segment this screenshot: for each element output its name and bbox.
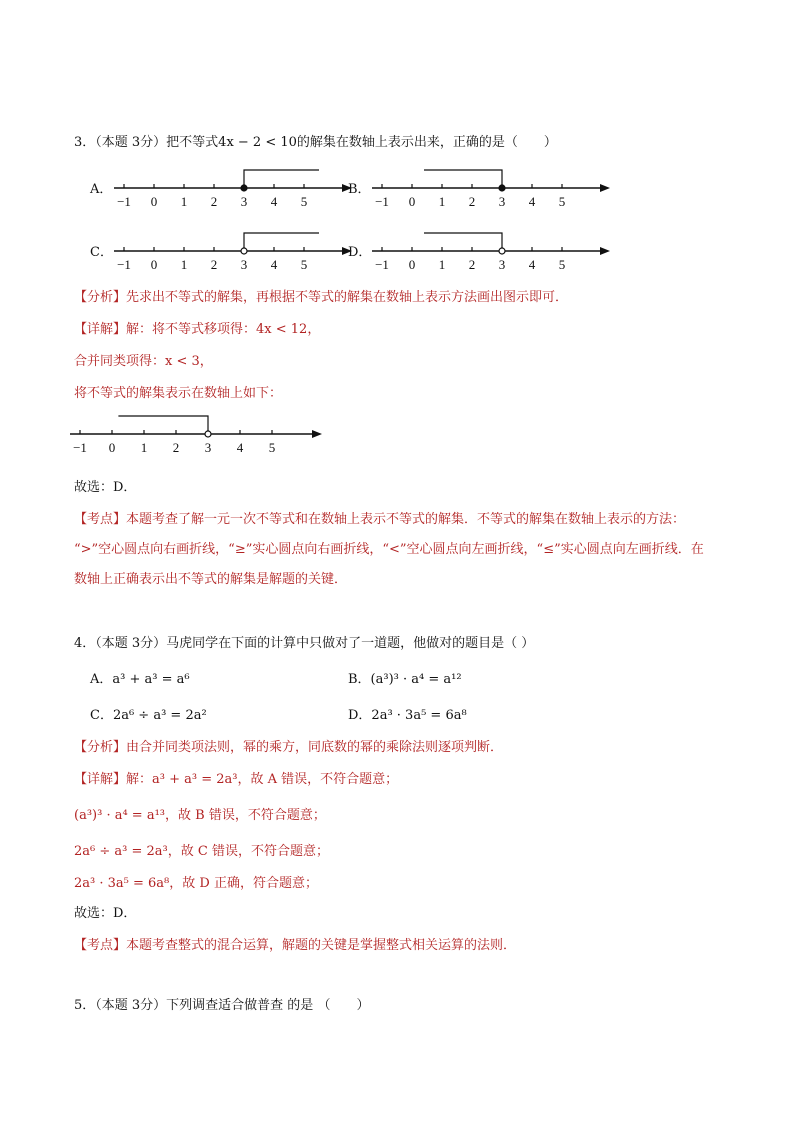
axis-tick-label: −1 — [73, 440, 87, 455]
q4-detail-line2: (a³)³ · a⁴ = a¹³，故 B 错误，不符合题意； — [74, 808, 326, 823]
axis-tick-label: 5 — [558, 194, 566, 209]
axis-tick-label: 4 — [270, 257, 278, 272]
axis-tick-label: 5 — [300, 257, 308, 272]
number-line-b — [368, 160, 598, 216]
axis-tick-label: 1 — [180, 257, 188, 272]
solution-polyline — [424, 233, 502, 251]
axis-arrow — [600, 184, 610, 192]
q4-detail-line1: 解：a³ + a³ = 2a³，故 A 错误，不符合题意； — [126, 772, 399, 787]
q3-question: 3．（本题 3分）把不等式4x − 2 < 10的解集在数轴上表示出来，正确的是（ ） — [74, 135, 557, 150]
q3-detail-tag: 【详解】 — [74, 322, 127, 337]
axis-tick-label: 1 — [438, 257, 446, 272]
axis-tick-label: 0 — [150, 194, 158, 209]
axis-tick-label: 3 — [498, 257, 506, 272]
axis-tick-label: 4 — [528, 257, 536, 272]
axis-tick-label: 3 — [498, 194, 506, 209]
solution-polyline — [424, 170, 502, 188]
q4-analysis-tag: 【分析】 — [74, 740, 127, 755]
axis-tick-label: 1 — [438, 194, 446, 209]
q3-point-line3: 数轴上正确表示出不等式的解集是解题的关键． — [74, 572, 348, 587]
open-point — [241, 248, 247, 254]
axis-tick-label: 5 — [558, 257, 566, 272]
q3-detail-line1: 解：将不等式移项得：4x < 12， — [126, 322, 321, 337]
axis-tick-label: 3 — [204, 440, 212, 455]
q3-point-line1: 本题考查了解一元一次不等式和在数轴上表示不等式的解集．不等式的解集在数轴上表示的方法： — [126, 512, 686, 527]
axis-tick-label: −1 — [117, 257, 131, 272]
axis-tick-label: −1 — [117, 194, 131, 209]
solution-polyline — [244, 233, 319, 251]
solution-polyline — [118, 416, 208, 434]
axis-tick-label: 1 — [180, 194, 188, 209]
q4-option-b: B．(a³)³ · a⁴ = a¹² — [348, 672, 462, 687]
axis-tick-label: −1 — [375, 194, 389, 209]
q3-option-b-label: B． — [348, 182, 371, 197]
axis-tick-label: 3 — [240, 257, 248, 272]
q3-option-a-label: A． — [90, 182, 113, 197]
axis-tick-label: 0 — [408, 194, 416, 209]
q4-option-a: A．a³ + a³ = a⁶ — [90, 672, 190, 687]
axis-tick-label: 2 — [468, 257, 476, 272]
solution-polyline — [244, 170, 319, 188]
axis-tick-label: 0 — [150, 257, 158, 272]
q5-question: 5．（本题 3分）下列调查适合做普查 的是 （ ） — [74, 998, 370, 1013]
q4-option-d: D．2a³ · 3a⁵ = 6a⁸ — [348, 708, 467, 723]
number-line-c — [110, 223, 330, 279]
axis-tick-label: 0 — [108, 440, 116, 455]
q3-option-d-label: D． — [348, 245, 372, 260]
closed-point — [499, 185, 505, 191]
open-point — [499, 248, 505, 254]
axis-tick-label: 2 — [210, 194, 218, 209]
axis-tick-label: 5 — [300, 194, 308, 209]
q4-option-c: C．2a⁶ ÷ a³ = 2a² — [90, 708, 207, 723]
axis-arrow — [600, 247, 610, 255]
q3-answer: 故选：D． — [74, 480, 137, 495]
q3-detail-line2: 合并同类项得：x < 3， — [74, 354, 213, 369]
q3-analysis-text: 先求出不等式的解集，再根据不等式的解集在数轴上表示方法画出图示即可． — [126, 290, 569, 305]
q4-detail-line3: 2a⁶ ÷ a³ = 2a³，故 C 错误，不符合题意； — [74, 844, 329, 859]
axis-tick-label: 4 — [270, 194, 278, 209]
q4-question: 4．（本题 3分）马虎同学在下面的计算中只做对了一道题，他做对的题目是（ ） — [74, 636, 535, 651]
number-line-solution — [70, 406, 310, 462]
axis-arrow — [312, 430, 322, 438]
axis-tick-label: 2 — [468, 194, 476, 209]
axis-tick-label: 2 — [172, 440, 180, 455]
q4-detail-line4: 2a³ · 3a⁵ = 6a⁸，故 D 正确，符合题意； — [74, 876, 318, 891]
q3-point-line2: “>”空心圆点向右画折线，“≥”实心圆点向右画折线，“<”空心圆点向左画折线，“≤”实心圆点向左画折线．在 — [74, 542, 704, 557]
axis-tick-label: 5 — [268, 440, 276, 455]
q3-option-c-label: C． — [90, 245, 113, 260]
closed-point — [241, 185, 247, 191]
q4-point-tag: 【考点】 — [74, 938, 127, 953]
axis-tick-label: 3 — [240, 194, 248, 209]
axis-tick-label: −1 — [375, 257, 389, 272]
axis-tick-label: 0 — [408, 257, 416, 272]
axis-tick-label: 4 — [528, 194, 536, 209]
open-point — [205, 431, 211, 437]
q3-detail-line3: 将不等式的解集表示在数轴上如下： — [74, 386, 283, 401]
q4-detail-tag: 【详解】 — [74, 772, 127, 787]
q4-answer: 故选：D． — [74, 906, 137, 921]
q3-analysis-tag: 【分析】 — [74, 290, 127, 305]
axis-tick-label: 4 — [236, 440, 244, 455]
number-line-a — [110, 160, 330, 216]
axis-tick-label: 1 — [140, 440, 148, 455]
q4-point-text: 本题考查整式的混合运算，解题的关键是掌握整式相关运算的法则． — [126, 938, 517, 953]
number-line-d — [368, 223, 598, 279]
q3-point-tag: 【考点】 — [74, 512, 127, 527]
axis-tick-label: 2 — [210, 257, 218, 272]
q4-analysis-text: 由合并同类项法则，幂的乘方，同底数的幂的乘除法则逐项判断． — [126, 740, 504, 755]
